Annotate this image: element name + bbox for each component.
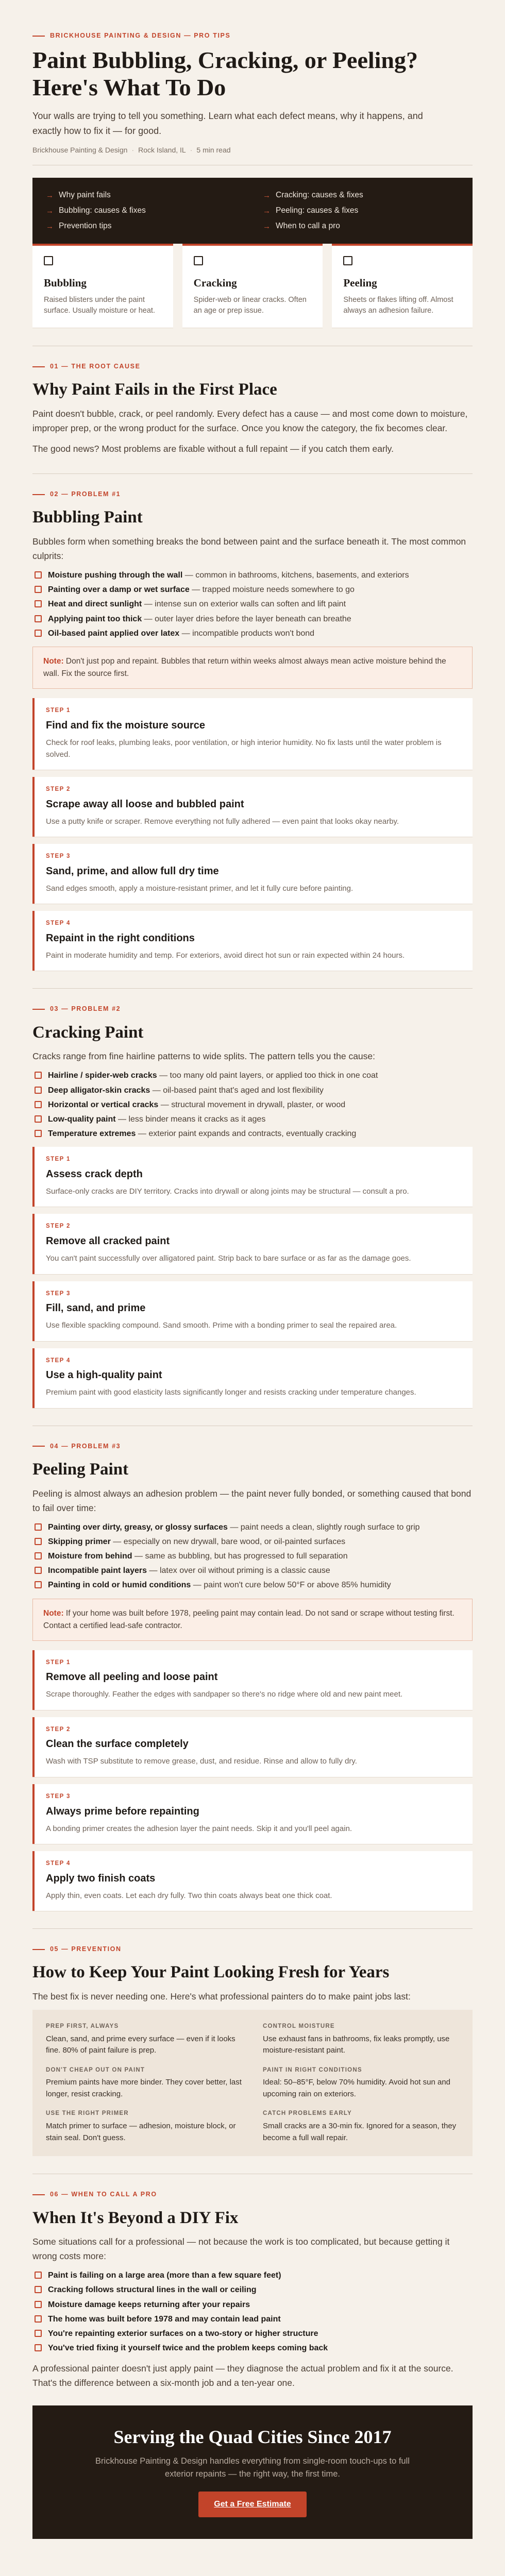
- step-label: STEP 4: [46, 1860, 71, 1867]
- step-label: STEP 4: [46, 920, 71, 927]
- list-item-bold: Horizontal or vertical cracks: [48, 1100, 159, 1109]
- list-item-rest: — paint won't cure below 50°F or above 85% humidity: [191, 1581, 391, 1590]
- tip-item: [46, 2022, 242, 2057]
- title-line-1: Paint Bubbling, Cracking, or Peeling?: [32, 47, 418, 74]
- kicker-text: 06 — WHEN TO CALL A PRO: [50, 2191, 157, 2198]
- paragraph: The good news? Most problems are fixable without a full repaint — if you catch them early.: [32, 444, 394, 454]
- checkbox-icon: [35, 630, 42, 637]
- arrow-right-icon: →: [46, 206, 54, 215]
- step-card: [32, 1650, 473, 1710]
- kicker-text: 02 — PROBLEM #1: [50, 490, 121, 498]
- defect-card: [32, 244, 173, 328]
- list-item-bold: Hairline / spider-web cracks: [48, 1071, 157, 1080]
- step-card: [32, 1717, 473, 1777]
- table-of-contents: [32, 178, 473, 244]
- step-desc: Apply thin, even coats. Let each dry fully. Two thin coats always beat one thick coat.: [46, 1891, 332, 1900]
- tip-desc: Use exhaust fans in bathrooms, fix leaks promptly, use moisture-resistant paint.: [263, 2034, 450, 2055]
- kicker-rule: [32, 366, 45, 367]
- checkbox-icon: [35, 1567, 42, 1574]
- list-item-rest: — intense sun on exterior walls can soften and lift paint: [142, 600, 346, 609]
- list-item-bold: Painting over dirty, greasy, or glossy surfaces: [48, 1522, 228, 1532]
- step-card: [32, 777, 473, 837]
- list-item-rest: — same as bubbling, but has progressed to full separation: [132, 1551, 348, 1561]
- list-item: [35, 584, 473, 596]
- list-item-text: [48, 628, 314, 639]
- step-card: [32, 844, 473, 904]
- step-card: [32, 698, 473, 770]
- checkbox-icon: [35, 2286, 42, 2293]
- cta-banner: [32, 2405, 473, 2539]
- list-item-rest: — paint needs a clean, slightly rough surface to grip: [227, 1522, 420, 1532]
- list-item: [35, 1521, 473, 1533]
- kicker-rule: [32, 1446, 45, 1447]
- toc-link[interactable]: [263, 189, 459, 201]
- list-item-bold: You're repainting exterior surfaces on a two-story or higher structure: [48, 2329, 318, 2338]
- list-item: [35, 2284, 473, 2296]
- tip-title: DON'T CHEAP OUT ON PAINT: [46, 2066, 145, 2073]
- checkbox-icon: [35, 1130, 42, 1137]
- step-card: [32, 1851, 473, 1911]
- section-kicker: [32, 362, 473, 371]
- tip-desc: Small cracks are a 30-min fix. Ignored for a season, they become a full wall repair.: [263, 2122, 457, 2142]
- section-title: Cracking Paint: [32, 1023, 144, 1042]
- checkbox-icon: [35, 2330, 42, 2337]
- list-item-text: [48, 1521, 420, 1533]
- list-item-text: [48, 1113, 265, 1125]
- kicker-text: 05 — PREVENTION: [50, 1945, 122, 1953]
- step-label: STEP 2: [46, 786, 71, 793]
- title-line-2: Here's What To Do: [32, 74, 226, 101]
- list-item-rest: — oil-based paint that's aged and lost flexibility: [150, 1086, 324, 1095]
- list-item: [35, 613, 473, 625]
- kicker-text: BRICKHOUSE PAINTING & DESIGN — PRO TIPS: [50, 32, 231, 39]
- defect-cards: [32, 244, 473, 328]
- list-item-rest: — especially on new drywall, bare wood, or oil-painted surfaces: [110, 1537, 346, 1546]
- step-card: [32, 1214, 473, 1274]
- list-item: [35, 628, 473, 639]
- list-item: [35, 2299, 473, 2311]
- bubble-icon: [44, 256, 53, 265]
- paragraph: Bubbles form when something breaks the bond between paint and the surface beneath it. The most common culprits:: [32, 536, 466, 561]
- step-label: STEP 2: [46, 1726, 71, 1733]
- section-prevention: [32, 1944, 473, 2156]
- list-item-rest: — too many old paint layers, or applied too thick in one coat: [157, 1071, 378, 1080]
- checkbox-icon: [35, 1087, 42, 1094]
- step-label: STEP 1: [46, 1659, 71, 1666]
- step-title: Find and fix the moisture source: [46, 719, 205, 731]
- step-title: Assess crack depth: [46, 1168, 143, 1180]
- step-title: Repaint in the right conditions: [46, 933, 195, 944]
- step-desc: You can't paint successfully over alligatored paint. Strip back to bare surface or as far as the damage goes.: [46, 1254, 411, 1263]
- byline: Brickhouse Painting & Design: [32, 145, 128, 154]
- section-divider: [32, 1928, 473, 1929]
- paragraph: Peeling is almost always an adhesion problem — the paint never fully bonded, or something caused that bond to fail over time:: [32, 1488, 472, 1513]
- tip-desc: Match primer to surface — adhesion, moisture block, or stain seal. Don't guess.: [46, 2122, 236, 2142]
- step-title: Apply two finish coats: [46, 1872, 156, 1884]
- list-item-text: [48, 613, 351, 625]
- section-kicker: [32, 489, 473, 499]
- section-divider: [32, 473, 473, 474]
- card-desc: Sheets or flakes lifting off. Almost always an adhesion failure.: [343, 296, 453, 315]
- toc-link[interactable]: [263, 205, 459, 217]
- step-desc: Paint in moderate humidity and temp. For exteriors, avoid direct hot sun or rain expected within 24 hours.: [46, 951, 405, 960]
- list-item-bold: Painting over a damp or wet surface: [48, 585, 190, 595]
- list-item-text: [48, 1070, 378, 1081]
- tip-title: PAINT IN RIGHT CONDITIONS: [263, 2066, 362, 2073]
- list-item-bold: You've tried fixing it yourself twice and the problem keeps coming back: [48, 2344, 328, 2353]
- list-item-bold: Heat and direct sunlight: [48, 600, 142, 609]
- checkbox-icon: [35, 1581, 42, 1588]
- location: Rock Island, IL: [138, 145, 186, 154]
- step-label: STEP 3: [46, 853, 71, 860]
- paragraph: Paint doesn't bubble, crack, or peel randomly. Every defect has a cause — and most come down to moisture, improper prep, or the wrong product for the surface. Once you know the category, the fix becomes clear.: [32, 409, 468, 434]
- list-item: [35, 1579, 473, 1591]
- list-item-bold: Moisture pushing through the wall: [48, 571, 183, 580]
- checkbox-icon: [35, 2344, 42, 2351]
- list-item-bold: The home was built before 1978 and may contain lead paint: [48, 2314, 281, 2324]
- checkbox-icon: [35, 1523, 42, 1531]
- defect-card: [332, 244, 473, 328]
- step-label: STEP 2: [46, 1223, 71, 1230]
- list-item-text: [48, 569, 409, 581]
- note-label: Note:: [43, 656, 64, 666]
- checkbox-icon: [35, 1538, 42, 1545]
- checkbox-icon: [35, 1115, 42, 1123]
- meta-separator: ·: [190, 145, 193, 154]
- step-title: Use a high-quality paint: [46, 1369, 162, 1381]
- paragraph: A professional painter doesn't just apply paint — they diagnose the actual problem and fix it at the source. That's the difference between a six-month job and a ten-year one.: [32, 2363, 453, 2388]
- toc-label: Prevention tips: [59, 222, 112, 231]
- checkbox-icon: [35, 615, 42, 622]
- note-text: Don't just pop and repaint. Bubbles that return within weeks almost always mean active moisture behind the wall. Fix the source first.: [43, 656, 446, 678]
- tip-desc: Premium paints have more binder. They cover better, last longer, resist cracking.: [46, 2078, 242, 2098]
- pro-list: [35, 2269, 473, 2354]
- step-card: [32, 1147, 473, 1207]
- step-desc: Use flexible spackling compound. Sand smooth. Prime with a bonding primer to seal the repaired area.: [46, 1321, 397, 1330]
- page-title: [32, 47, 473, 101]
- checkbox-icon: [35, 586, 42, 593]
- toc-link[interactable]: [263, 220, 459, 232]
- list-item-text: [48, 598, 346, 610]
- list-item: [35, 2342, 473, 2354]
- step-title: Remove all peeling and loose paint: [46, 1671, 218, 1683]
- checkbox-icon: [35, 2272, 42, 2279]
- list-item: [35, 598, 473, 610]
- section-kicker: [32, 2190, 473, 2199]
- step-desc: Surface-only cracks are DIY territory. Cracks into drywall or along joints may be structural — consult a pro.: [46, 1187, 409, 1196]
- prevention-tips: [32, 2010, 473, 2156]
- step-title: Remove all cracked paint: [46, 1235, 170, 1247]
- list-item-bold: Moisture from behind: [48, 1551, 132, 1561]
- step-desc: Use a putty knife or scraper. Remove everything not fully adhered — even paint that looks okay nearby.: [46, 817, 399, 826]
- list-item: [35, 1070, 473, 1081]
- meta-separator: ·: [131, 145, 134, 154]
- tip-title: CONTROL MOISTURE: [263, 2023, 335, 2029]
- toc-link[interactable]: [46, 189, 242, 201]
- section-title: Why Paint Fails in the First Place: [32, 380, 277, 399]
- arrow-right-icon: →: [46, 191, 54, 200]
- note-label: Note:: [43, 1608, 64, 1618]
- list-item-text: [48, 1565, 330, 1577]
- kicker-rule: [32, 1949, 45, 1950]
- step-label: STEP 1: [46, 707, 71, 714]
- cause-list: [35, 1521, 473, 1591]
- list-item-rest: — outer layer dries before the layer beneath can breathe: [142, 614, 351, 623]
- toc-label: Why paint fails: [59, 191, 111, 200]
- list-item-rest: — less binder means it cracks as it ages: [115, 1115, 266, 1124]
- card-title: Bubbling: [44, 277, 87, 290]
- step-label: STEP 3: [46, 1290, 71, 1297]
- checkbox-icon: [35, 571, 42, 579]
- step-title: Sand, prime, and allow full dry time: [46, 866, 219, 877]
- list-item-rest: — trapped moisture needs somewhere to go: [189, 585, 355, 595]
- kicker-text: 03 — PROBLEM #2: [50, 1005, 121, 1013]
- tip-desc: Clean, sand, and prime every surface — even if it looks fine. 80% of paint failure is prep.: [46, 2034, 235, 2055]
- list-item-bold: Temperature extremes: [48, 1129, 136, 1139]
- paragraph: Some situations call for a professional — not because the work is too complicated, but because getting it wrong costs more:: [32, 2236, 450, 2262]
- section-root-cause: [32, 362, 473, 456]
- list-item-bold: Skipping primer: [48, 1537, 111, 1546]
- card-desc: Raised blisters under the paint surface. Usually moisture or heat.: [44, 296, 155, 315]
- tip-title: CATCH PROBLEMS EARLY: [263, 2110, 352, 2117]
- tip-item: [46, 2109, 242, 2144]
- cause-list: [35, 1070, 473, 1140]
- list-item-bold: Low-quality paint: [48, 1115, 116, 1124]
- toc-label: Bubbling: causes & fixes: [59, 206, 146, 215]
- list-item: [35, 1550, 473, 1562]
- callout-note: [32, 647, 473, 689]
- callout-note: [32, 1599, 473, 1641]
- list-item-text: [48, 1550, 348, 1562]
- list-item-text: [48, 1536, 345, 1548]
- cta-desc: Brickhouse Painting & Design handles everything from single-room touch-ups to full exterior repaints — the right way, the first time.: [95, 2456, 410, 2479]
- cta-title: Serving the Quad Cities Since 2017: [113, 2427, 392, 2448]
- section-kicker: [32, 1944, 473, 1954]
- list-item-rest: — latex over oil without priming is a classic cause: [147, 1566, 330, 1575]
- section-divider: [32, 988, 473, 989]
- arrow-right-icon: →: [263, 222, 271, 231]
- step-title: Fill, sand, and prime: [46, 1302, 146, 1314]
- free-estimate-button[interactable]: Get a Free Estimate: [198, 2492, 306, 2518]
- list-item-bold: Applying paint too thick: [48, 614, 142, 623]
- step-desc: Scrape thoroughly. Feather the edges with sandpaper so there's no ridge where old and new paint meet.: [46, 1690, 403, 1699]
- tip-item: [263, 2022, 459, 2057]
- section-call-a-pro: [32, 2190, 473, 2390]
- step-label: STEP 3: [46, 1793, 71, 1800]
- kicker-rule: [32, 1009, 45, 1010]
- list-item: [35, 1084, 473, 1096]
- tip-desc: Ideal: 50–85°F, below 70% humidity. Avoid hot sun and upcoming rain on exteriors.: [263, 2078, 451, 2098]
- card-title: Cracking: [193, 277, 237, 290]
- section-title: Bubbling Paint: [32, 508, 143, 527]
- section-cracking: [32, 1004, 473, 1408]
- list-item-bold: Paint is failing on a large area (more than a few square feet): [48, 2271, 281, 2280]
- note-text: If your home was built before 1978, peeling paint may contain lead. Do not sand or scrape without testing first. Contact a certified lead-safe contractor.: [43, 1608, 454, 1630]
- toc-label: When to call a pro: [276, 222, 340, 231]
- list-item: [35, 2328, 473, 2340]
- checkbox-icon: [35, 1552, 42, 1560]
- step-label: STEP 1: [46, 1156, 71, 1163]
- list-item: [35, 1536, 473, 1548]
- tip-item: [263, 2066, 459, 2100]
- arrow-right-icon: →: [46, 222, 54, 231]
- step-card: [32, 1348, 473, 1408]
- toc-label: Cracking: causes & fixes: [276, 191, 363, 200]
- paragraph: The best fix is never needing one. Here's what professional painters do to make paint jobs last:: [32, 1991, 411, 2002]
- step-card: [32, 1784, 473, 1844]
- list-item-bold: Oil-based paint applied over latex: [48, 629, 180, 638]
- step-desc: Premium paint with good elasticity lasts significantly longer and resists cracking under temperature changes.: [46, 1388, 416, 1397]
- list-item-bold: Incompatible paint layers: [48, 1566, 147, 1575]
- list-item: [35, 1128, 473, 1140]
- list-item-text: [48, 584, 355, 596]
- list-item: [35, 569, 473, 581]
- article-meta: [32, 145, 473, 166]
- list-item: [35, 2269, 473, 2281]
- list-item-rest: — common in bathrooms, kitchens, basements, and exteriors: [182, 571, 409, 580]
- kicker-rule: [32, 36, 45, 37]
- list-item: [35, 2313, 473, 2325]
- section-title: How to Keep Your Paint Looking Fresh for Years: [32, 1963, 390, 1982]
- read-time: 5 min read: [196, 145, 231, 154]
- peel-icon: [343, 256, 352, 265]
- tip-item: [263, 2109, 459, 2144]
- list-item-bold: Moisture damage keeps returning after your repairs: [48, 2300, 250, 2309]
- step-title: Scrape away all loose and bubbled paint: [46, 799, 244, 810]
- card-desc: Spider-web or linear cracks. Often an age or prep issue.: [193, 296, 307, 315]
- toc-link[interactable]: [46, 205, 242, 217]
- arrow-right-icon: →: [263, 206, 271, 215]
- toc-label: Peeling: causes & fixes: [276, 206, 359, 215]
- article-kicker: [32, 31, 473, 41]
- paragraph: Cracks range from fine hairline patterns to wide splits. The pattern tells you the cause:: [32, 1051, 376, 1062]
- card-title: Peeling: [343, 277, 377, 290]
- kicker-text: 04 — PROBLEM #3: [50, 1442, 121, 1450]
- list-item-rest: — exterior paint expands and contracts, eventually cracking: [136, 1129, 357, 1139]
- tip-title: USE THE RIGHT PRIMER: [46, 2110, 129, 2117]
- tip-item: [46, 2066, 242, 2100]
- step-title: Clean the surface completely: [46, 1738, 189, 1750]
- tip-title: PREP FIRST, ALWAYS: [46, 2023, 119, 2029]
- arrow-right-icon: →: [263, 191, 271, 200]
- checkbox-icon: [35, 2301, 42, 2308]
- step-title: Always prime before repainting: [46, 1805, 199, 1817]
- list-item-bold: Cracking follows structural lines in the wall or ceiling: [48, 2285, 257, 2295]
- kicker-text: 01 — THE ROOT CAUSE: [50, 363, 141, 370]
- list-item-rest: — incompatible products won't bond: [179, 629, 315, 638]
- list-item-text: [48, 1084, 324, 1096]
- checkbox-icon: [35, 600, 42, 607]
- section-peeling: [32, 1442, 473, 1911]
- step-desc: A bonding primer creates the adhesion layer the paint needs. Skip it and you'll peel again.: [46, 1824, 352, 1833]
- step-desc: Check for roof leaks, plumbing leaks, poor ventilation, or high interior humidity. No fix lasts until the water problem is solved.: [46, 738, 442, 759]
- checkbox-icon: [35, 1072, 42, 1079]
- list-item-bold: Painting in cold or humid conditions: [48, 1581, 191, 1590]
- article-intro: Your walls are trying to tell you something. Learn what each defect means, why it happens, and exactly how to fix it — for good.: [32, 111, 423, 136]
- section-bubbling: [32, 489, 473, 971]
- section-title: When It's Beyond a DIY Fix: [32, 2208, 239, 2227]
- list-item-text: [48, 1099, 345, 1111]
- section-kicker: [32, 1004, 473, 1014]
- checkbox-icon: [35, 2315, 42, 2323]
- step-label: STEP 4: [46, 1357, 71, 1364]
- list-item-bold: Deep alligator-skin cracks: [48, 1086, 150, 1095]
- step-card: [32, 1281, 473, 1341]
- toc-link[interactable]: [46, 220, 242, 232]
- cause-list: [35, 569, 473, 639]
- kicker-rule: [32, 494, 45, 495]
- list-item: [35, 1565, 473, 1577]
- list-item: [35, 1099, 473, 1111]
- step-card: [32, 911, 473, 971]
- crack-icon: [194, 256, 203, 265]
- section-title: Peeling Paint: [32, 1460, 129, 1479]
- list-item-text: [48, 1128, 356, 1140]
- step-desc: Sand edges smooth, apply a moisture-resistant primer, and let it fully cure before painting.: [46, 884, 354, 893]
- kicker-rule: [32, 2194, 45, 2195]
- section-kicker: [32, 1442, 473, 1451]
- list-item: [35, 1113, 473, 1125]
- list-item-text: [48, 1579, 391, 1591]
- list-item-rest: — structural movement in drywall, plaster, or wood: [158, 1100, 346, 1109]
- checkbox-icon: [35, 1101, 42, 1108]
- defect-card: [182, 244, 323, 328]
- step-desc: Wash with TSP substitute to remove grease, dust, and residue. Rinse and allow to fully dry.: [46, 1757, 357, 1766]
